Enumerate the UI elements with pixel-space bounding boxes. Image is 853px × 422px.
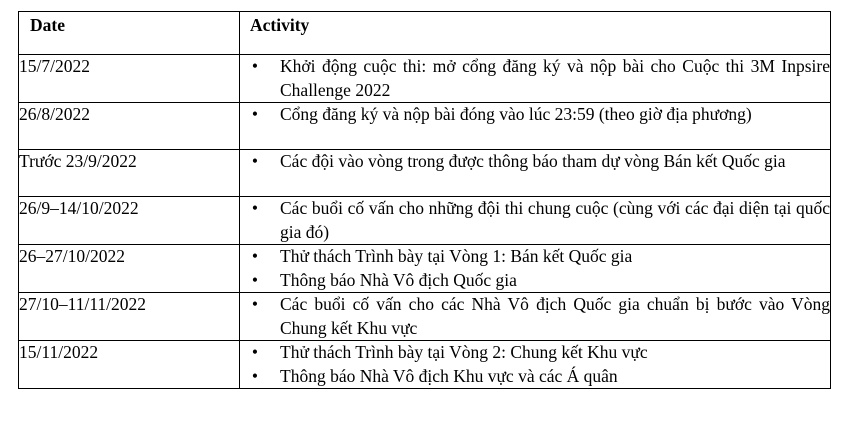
activity-text: Thử thách Trình bày tại Vòng 1: Bán kết Quốc gia [280, 246, 633, 266]
activity-list [240, 245, 830, 292]
bullet-icon: • [251, 269, 259, 290]
date-cell: 27/10–11/11/2022 [19, 293, 240, 341]
table-row [19, 103, 831, 150]
bullet-icon: • [251, 246, 259, 266]
activity-list [240, 55, 830, 102]
activity-cell [240, 293, 831, 341]
list-item [240, 150, 830, 174]
list-item [240, 55, 830, 102]
activity-cell [240, 55, 831, 103]
table-row [19, 341, 831, 389]
date-column-header: Date [19, 12, 240, 55]
table-header-row [19, 12, 831, 55]
activity-text: Thông báo Nhà Vô địch Quốc gia [280, 269, 517, 290]
activity-text: Các buổi cố vấn cho các Nhà Vô địch Quốc gia chuẩn bị bước vào Vòng Chung kết Khu vực [280, 294, 830, 338]
activity-list [240, 293, 830, 340]
table-row [19, 55, 831, 103]
activity-text: Khởi động cuộc thi: mở cổng đăng ký và nộp bài cho Cuộc thi 3M Inpsire Challenge 2022 [280, 56, 830, 100]
activity-list [240, 341, 830, 388]
bullet-icon: • [251, 104, 259, 124]
activity-text: Thử thách Trình bày tại Vòng 2: Chung kết Khu vực [280, 342, 648, 362]
bullet-icon: • [251, 365, 259, 386]
schedule-table [18, 11, 831, 389]
table-row [19, 197, 831, 245]
list-item [240, 197, 830, 244]
bullet-icon: • [251, 198, 259, 218]
date-cell: 26/9–14/10/2022 [19, 197, 240, 245]
activity-cell [240, 341, 831, 389]
date-cell: 15/11/2022 [19, 341, 240, 389]
activity-list [240, 150, 830, 174]
activity-list [240, 197, 830, 244]
activity-cell [240, 103, 831, 150]
activity-column-header: Activity [240, 12, 831, 55]
list-item [240, 293, 830, 340]
date-cell: 26/8/2022 [19, 103, 240, 150]
activity-text: Các buổi cố vấn cho những đội thi chung cuộc (cùng với các đại diện tại quốc gia đó) [280, 198, 830, 242]
table-row [19, 245, 831, 293]
activity-text: Các đội vào vòng trong được thông báo tham dự vòng Bán kết Quốc gia [280, 151, 786, 171]
list-item [240, 341, 830, 365]
activity-cell [240, 150, 831, 197]
activity-cell [240, 245, 831, 293]
table-row [19, 150, 831, 197]
table-row [19, 293, 831, 341]
list-item [240, 103, 830, 127]
list-item [240, 245, 830, 269]
activity-cell [240, 197, 831, 245]
date-cell: 15/7/2022 [19, 55, 240, 103]
date-cell: Trước 23/9/2022 [19, 150, 240, 197]
bullet-icon: • [251, 151, 259, 171]
activity-text: Cổng đăng ký và nộp bài đóng vào lúc 23:59 (theo giờ địa phương) [280, 104, 752, 124]
bullet-icon: • [251, 56, 259, 76]
bullet-icon: • [251, 342, 259, 362]
bullet-icon: • [251, 294, 259, 314]
list-item [240, 365, 830, 389]
date-cell: 26–27/10/2022 [19, 245, 240, 293]
activity-text: Thông báo Nhà Vô địch Khu vực và các Á quân [280, 365, 618, 386]
list-item [240, 269, 830, 293]
activity-list [240, 103, 830, 127]
